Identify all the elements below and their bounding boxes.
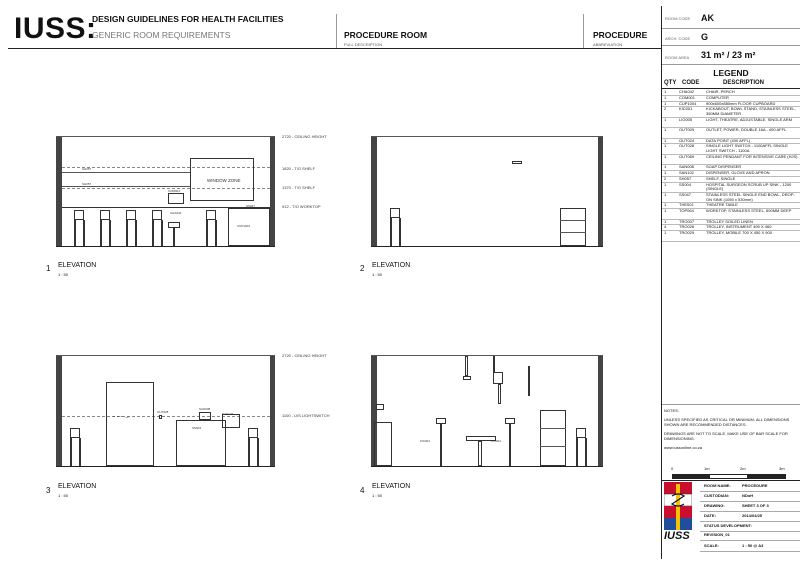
legend-code: CHA042 [679, 89, 695, 94]
title-block-value: PROCEDURE [742, 483, 768, 488]
legend-description: SINGLE LIGHT SWITCH - 1100AFFL SINGLE LIGHT SWITCH - 1100A [706, 143, 788, 153]
trolley-leg [576, 438, 578, 466]
theatre-table-base [478, 441, 482, 466]
legend-qty: 1 [664, 230, 667, 236]
dim-ceiling-height: 2720 - CEILING HEIGHT [282, 353, 327, 358]
header-divider-2 [583, 14, 584, 48]
wall-right [598, 136, 603, 246]
stool-leg [74, 220, 76, 246]
tag-out028: OUT028 [157, 410, 169, 414]
scale-label-3: 3m [779, 466, 785, 471]
legend-code: TOP064 [679, 208, 694, 214]
stool-leg [161, 220, 163, 246]
tag-ss047: SS047 [246, 204, 256, 208]
computer [168, 193, 184, 204]
legend-description: THEATRE TABLE [706, 202, 738, 208]
scale-label-0: 0 [671, 466, 674, 471]
room-info-rule [662, 45, 800, 46]
dim-lightswitch: 1100 - U/S LIGHTSWITCH [282, 413, 330, 418]
elevation-2-scale: 1 : 50 [372, 272, 383, 277]
title-block-rule [700, 521, 800, 522]
legend-code: COM001 [679, 94, 696, 100]
elevation-1-number: 1 [46, 264, 51, 273]
room-area-label: ROOM AREA [665, 55, 690, 60]
legend-qty: 1 [664, 116, 667, 122]
dim-ceiling-height: 2720 - CEILING HEIGHT [282, 134, 327, 139]
legend-code: SS004 [679, 181, 692, 187]
legend-description: CEILING PENDANT FOR INTENSIVE CARE (HJS) [706, 153, 798, 159]
room-info-rule [662, 28, 800, 29]
arch-code-value: G [701, 32, 709, 42]
elevation-3-title: ELEVATION [58, 483, 97, 490]
legend-code: OUT028 [679, 143, 695, 149]
elevation-3-number: 3 [46, 486, 51, 495]
soap-dispenser [199, 412, 211, 420]
stool-leg [215, 220, 217, 246]
kickabout-stand [440, 424, 442, 466]
tag-kic001-2: KIC001 [491, 439, 502, 443]
legend-qty: 1 [664, 164, 667, 170]
iuss-brand-text: IUSS [664, 530, 690, 542]
room-abbreviation-label: ABBREVIATION [593, 42, 623, 47]
room-full-name: PROCEDURE ROOM [344, 30, 428, 40]
room-area-value: 31 m² / 23 m² [701, 50, 756, 60]
title-block-value: NDoH [742, 493, 754, 498]
stool-seat [152, 210, 162, 220]
guideline-title: DESIGN GUIDELINES FOR HEALTH FACILITIES [92, 14, 284, 24]
notes-block [664, 408, 796, 454]
notes-text-2: DRAWINGS ARE NOT TO SCALE, MAKE USE OF BAR SCALE FOR DIMENSIONING. [664, 431, 788, 441]
legend-description: SHELF, SINGLE [706, 175, 736, 181]
scale-label-1: 1m [704, 466, 710, 471]
legend-col-code: CODE [682, 80, 700, 86]
title-block-label: REVISION_01 [704, 532, 730, 537]
legend-description: STAINLESS STEEL SINGLE END BOWL, DROP-ON SINK (1050 x 530mm) [706, 192, 795, 202]
legend-code: TRO026 [679, 224, 695, 230]
legend-description: HOSPITAL SURGEON SCRUB UP SINK - 1200 (SINGLE) [706, 181, 792, 192]
dim-worktop: 912 - T/O WORKTOP [282, 204, 321, 209]
stool-leg [206, 220, 208, 246]
legend-title: LEGEND [713, 68, 749, 78]
trolley-top [70, 428, 80, 438]
scale-bar [672, 474, 786, 479]
dim-shelf-1820: 1820 - T/O SHELF [282, 166, 316, 171]
ceiling-line [371, 136, 603, 137]
stool-leg [100, 220, 102, 246]
legend-code: TRO029 [679, 230, 695, 236]
legend-qty: 1 [664, 192, 667, 197]
shelf-lower [62, 186, 190, 187]
door [106, 382, 154, 466]
wall-left [56, 355, 62, 466]
legend-qty: 1 [664, 89, 667, 94]
legend-code: OUT009 [679, 127, 695, 133]
floor-line [371, 246, 603, 247]
trolley-top [576, 428, 586, 438]
title-block-value: SHEET 3 OF 3 [742, 503, 769, 508]
legend-qty: 1 [664, 100, 667, 106]
room-code-value: AK [701, 13, 714, 23]
wall-light-switch [512, 161, 522, 164]
theatre-light-head [493, 372, 503, 384]
title-block-rule [700, 491, 800, 492]
pendant-arm [465, 356, 468, 376]
ceiling-line [56, 136, 275, 137]
tag-com001: COM001 [168, 189, 181, 193]
legend-code: SAN102 [679, 170, 694, 175]
legend-description: 900x600x880mm FLOOR CUPBOARD [706, 100, 776, 106]
ceiling-line [371, 355, 603, 356]
legend-code: THE001 [679, 202, 694, 208]
stool-seat [100, 210, 110, 220]
trolley-leg [390, 218, 392, 246]
dim-shelf-1370: 1370 - T/O SHELF [282, 185, 316, 190]
legend-qty: 1 [664, 218, 667, 224]
notes-text-1: UNLESS SPECIFIED AS CRITICAL OR MINIMUM, ALL DIMENSIONS SHOWN ARE RECOMMENDED DISTANCES. [664, 417, 790, 427]
title-block-label: DATE: [704, 513, 716, 518]
tag-san008: SAN008 [199, 407, 211, 411]
title-block-rule [700, 551, 800, 552]
legend-qty: 1 [664, 202, 667, 208]
legend-qty: 1 [664, 208, 667, 214]
wall-left [371, 136, 377, 246]
floor-line [371, 466, 603, 467]
legend-description: TROLLEY, INSTRUMENT 490 X 460 [706, 224, 772, 230]
trolley-leg [248, 438, 250, 466]
perch-chair-leg [173, 228, 175, 246]
trolley-mobile [540, 410, 566, 466]
legend-description: COMPUTER [706, 94, 729, 100]
trolley-shelf [540, 446, 566, 447]
tag-cha042: CHA042 [170, 211, 182, 215]
legend-qty: 1 [664, 153, 667, 159]
legend-qty: 1 [664, 170, 667, 175]
legend-description: WORKTOP, STAINLESS STEEL, 600MM DEEP [706, 208, 792, 214]
notes-rule [662, 404, 800, 405]
wall-left [56, 136, 62, 246]
tag-window-zone: WINDOW ZONE [207, 178, 241, 183]
elevation-4-number: 4 [360, 486, 365, 495]
trolley-shelf [560, 220, 586, 221]
legend-description: DATA POINT (400 AFFL) [706, 137, 751, 143]
title-block-rule [700, 501, 800, 502]
room-full-name-label: FULL DESCRIPTION [344, 42, 383, 47]
room-code-label: ROOM CODE [665, 16, 691, 21]
trolley-leg [79, 438, 81, 466]
glove-dispenser [222, 414, 240, 428]
theatre-light-arm [493, 356, 495, 372]
stool-seat [206, 210, 216, 220]
legend-qty: 1 [664, 137, 667, 143]
legend-description: TROLLEY SOILED LINEN [706, 218, 753, 224]
title-block-label: CUSTODIAN: [704, 493, 730, 498]
legend-code: SH057 [679, 175, 692, 181]
elevation-3-scale: 1 : 50 [58, 493, 69, 498]
legend-code: KIC001 [679, 106, 693, 112]
legend-qty: 1 [664, 127, 667, 133]
pendant-head [463, 376, 471, 380]
iuss-logo-text: IUSS: [14, 12, 97, 45]
trolley-leg [257, 438, 259, 466]
legend-description: CHAIR, PERCH [706, 89, 735, 94]
theatre-light-drop [498, 384, 501, 404]
legend-description: KICKABOUT, BOWL STAND, STAINLESS STEEL, 350MM DIAMETER [706, 106, 796, 116]
wall-unit [374, 422, 392, 466]
elevation-4-scale: 1 : 50 [372, 493, 383, 498]
elevation-1-scale: 1 : 50 [58, 272, 69, 277]
title-block-label: DRAWING: [704, 503, 725, 508]
title-block-label: STATUS DEVELOPMENT: [704, 523, 752, 528]
legend-col-qty: QTY [664, 80, 677, 86]
tag-ss004: SS004 [192, 426, 202, 430]
room-info-rule [662, 64, 800, 65]
legend-code: LIG005 [679, 116, 693, 122]
header-divider [336, 14, 337, 48]
trolley-top [248, 428, 258, 438]
title-block-rule [700, 540, 800, 541]
trolley-leg [399, 218, 401, 246]
wall-outlet [376, 404, 384, 410]
legend-description: TROLLEY, MOBILE 700 X 450 X 900 [706, 230, 772, 236]
elevation-2-title: ELEVATION [372, 262, 411, 269]
title-block-rule [700, 511, 800, 512]
kickabout-stand [509, 424, 511, 466]
guideline-subtitle: GENERIC ROOM REQUIREMENTS [92, 30, 231, 40]
trolley-top [390, 208, 400, 218]
title-block-value: 1 : 50 @ A3 [742, 543, 764, 548]
legend-code: SS047 [679, 192, 692, 197]
tag-sh057-lower: SH057 [82, 182, 92, 186]
tag-kic001-1: KIC001 [420, 439, 431, 443]
legend-qty: 1 [664, 181, 667, 187]
notes-title: NOTES: [664, 408, 679, 413]
door-arrow-icon: - - - → [113, 414, 130, 420]
stool-seat [74, 210, 84, 220]
legend-row [662, 231, 800, 241]
elevation-1-title: ELEVATION [58, 262, 97, 269]
website-link[interactable]: www.iussonline.co.za [664, 445, 703, 450]
legend-code: SAN008 [679, 164, 694, 170]
tag-san102: SAN102 [222, 412, 234, 416]
trolley-leg [70, 438, 72, 466]
wall-right [270, 355, 275, 466]
stool-leg [135, 220, 137, 246]
header-bottom-rule [8, 48, 661, 49]
wall-right [270, 136, 275, 246]
legend-code: CUP1004 [679, 100, 697, 106]
legend-qty: 1 [664, 94, 667, 100]
legend-qty: 1 [664, 143, 667, 149]
trolley-shelf [560, 232, 586, 233]
legend-qty: 2 [664, 175, 667, 181]
stool-seat [126, 210, 136, 220]
stool-leg [126, 220, 128, 246]
legend-code: OUT024 [679, 137, 695, 143]
stool-leg [83, 220, 85, 246]
legend-description: OUTLET, POWER, DOUBLE 16A - 400 AFFL [706, 127, 787, 133]
floor-line [56, 246, 275, 247]
scale-label-2: 2m [740, 466, 746, 471]
legend-qty: 4 [664, 224, 667, 230]
light-switch [159, 415, 162, 419]
legend-description: DISPENSER, GLOVE AND APRON [706, 170, 770, 175]
legend-description: SOAP DISPENSER [706, 164, 742, 170]
legend-col-description: DESCRIPTION [723, 80, 765, 86]
title-block-value: 2014/04/25 [742, 513, 763, 518]
elevation-2-number: 2 [360, 264, 365, 273]
trolley-shelf [540, 428, 566, 429]
arch-code-label: ARCH. CODE [665, 36, 691, 41]
shelf-upper [62, 172, 190, 173]
title-block-label: SCALE: [704, 543, 719, 548]
tag-sh057-upper: SH057 [82, 167, 92, 171]
legend-code: TRO007 [679, 218, 695, 224]
trolley-leg [585, 438, 587, 466]
room-abbreviation: PROCEDURE [593, 30, 648, 40]
elevation-4-title: ELEVATION [372, 483, 411, 490]
wall-right [598, 355, 603, 466]
trolley-mobile [560, 208, 586, 246]
title-block-label: ROOM NAME: [704, 483, 731, 488]
iuss-brand-logo [664, 482, 692, 546]
stool-leg [109, 220, 111, 246]
stool-leg [152, 220, 154, 246]
ceiling-line [56, 355, 275, 356]
legend-code: OUT069 [679, 153, 695, 159]
legend-qty: 2 [664, 106, 667, 112]
tag-cup1004: CUP1004 [237, 224, 251, 228]
ceiling-pendant [528, 366, 530, 396]
floor-line [56, 466, 275, 467]
legend-description: LIGHT, THEATRE, ADJUSTABLE, SINGLE ARM [706, 116, 793, 122]
title-block-rule [662, 480, 800, 481]
